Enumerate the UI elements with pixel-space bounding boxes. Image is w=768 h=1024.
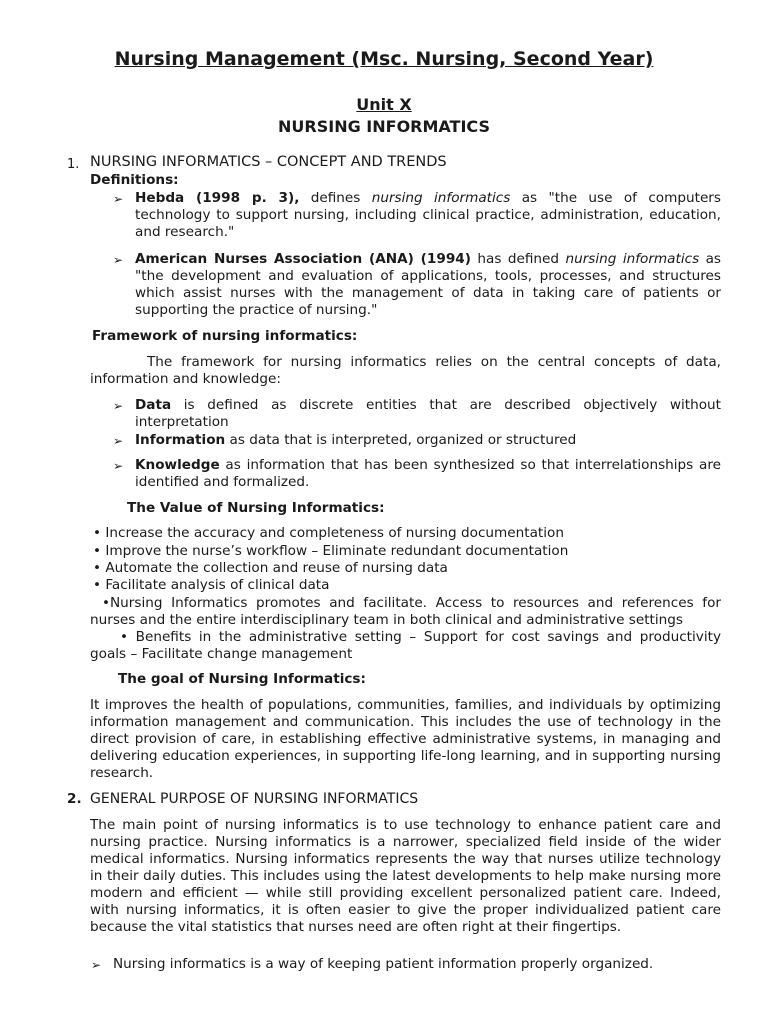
unit-label: Unit X (356, 95, 412, 114)
framework-item-knowledge: Knowledge as information that has been synthesized so that interrelationships are identified and formalized. (135, 457, 721, 490)
arrow-bullet-icon: ➢ (91, 958, 102, 972)
section-2-number: 2. (67, 791, 82, 807)
framework-item-information: Information as data that is interpreted, organized or structured (135, 432, 577, 448)
framework-text: The framework for nursing informatics relies on the central concepts of data, information and knowledge: (90, 354, 721, 387)
value-item: •Nursing Informatics promotes and facilitate. Access to resources and references for nurses and the entire interdisciplinary team in both clinical and administrative settings (90, 595, 721, 628)
value-item: • Facilitate analysis of clinical data (93, 577, 330, 593)
value-heading: The Value of Nursing Informatics: (127, 500, 385, 516)
section-1-heading: NURSING INFORMATICS – CONCEPT AND TRENDS (90, 154, 447, 170)
value-item: • Automate the collection and reuse of nursing data (93, 560, 448, 576)
value-item: • Improve the nurse’s workflow – Eliminate redundant documentation (93, 543, 569, 559)
section-2-text: The main point of nursing informatics is to use technology to enhance patient care and nursing practice. Nursing informatics is a narrower, specialized field inside of the wider medical informatics. Nursing informatics represents the way that nurses utilize technology in their daily duties. This includes using the latest developments to help make nursing more modern and efficient — while still providing excellent personalized patient care. Indeed, with nursing informatics, it is often easier to give the proper individualized patient care because the vital statistics that nurses need are often right at their fingertips. (90, 817, 721, 935)
arrow-bullet-icon: ➢ (113, 434, 124, 448)
arrow-bullet-icon: ➢ (113, 192, 124, 206)
section-1-number: 1. (67, 157, 80, 172)
definitions-label: Definitions: (90, 172, 179, 188)
document-title: Nursing Management (Msc. Nursing, Second Year) (114, 48, 654, 70)
section-2-bullet: Nursing informatics is a way of keeping patient information properly organized. (113, 956, 654, 972)
framework-item-data: Data is defined as discrete entities that are described objectively without interpretation (135, 397, 721, 430)
arrow-bullet-icon: ➢ (113, 459, 124, 473)
unit-title: NURSING INFORMATICS (278, 117, 490, 136)
framework-heading: Framework of nursing informatics: (92, 328, 358, 344)
arrow-bullet-icon: ➢ (113, 399, 124, 413)
value-item: • Benefits in the administrative setting – Support for cost savings and productivity goals – Facilitate change management (90, 629, 721, 662)
definition-hebda: Hebda (1998 p. 3), defines nursing informatics as "the use of computers technology to support nursing, including clinical practice, administration, education, and research." (135, 190, 721, 240)
value-item: • Increase the accuracy and completeness of nursing documentation (93, 525, 564, 541)
goal-text: It improves the health of populations, communities, families, and individuals by optimizing information management and communication. This includes the use of technology in the direct provision of care, in establishing effective administrative systems, in managing and delivering education experiences, in supporting life-long learning, and in supporting nursing research. (90, 697, 721, 781)
definition-ana: American Nurses Association (ANA) (1994) has defined nursing informatics as "the development and evaluation of applications, tools, processes, and structures which assist nurses with the management of data in taking care of patients or supporting the practice of nursing." (135, 251, 722, 318)
goal-heading: The goal of Nursing Informatics: (118, 671, 366, 687)
section-2-heading: GENERAL PURPOSE OF NURSING INFORMATICS (90, 791, 419, 807)
arrow-bullet-icon: ➢ (113, 253, 124, 267)
